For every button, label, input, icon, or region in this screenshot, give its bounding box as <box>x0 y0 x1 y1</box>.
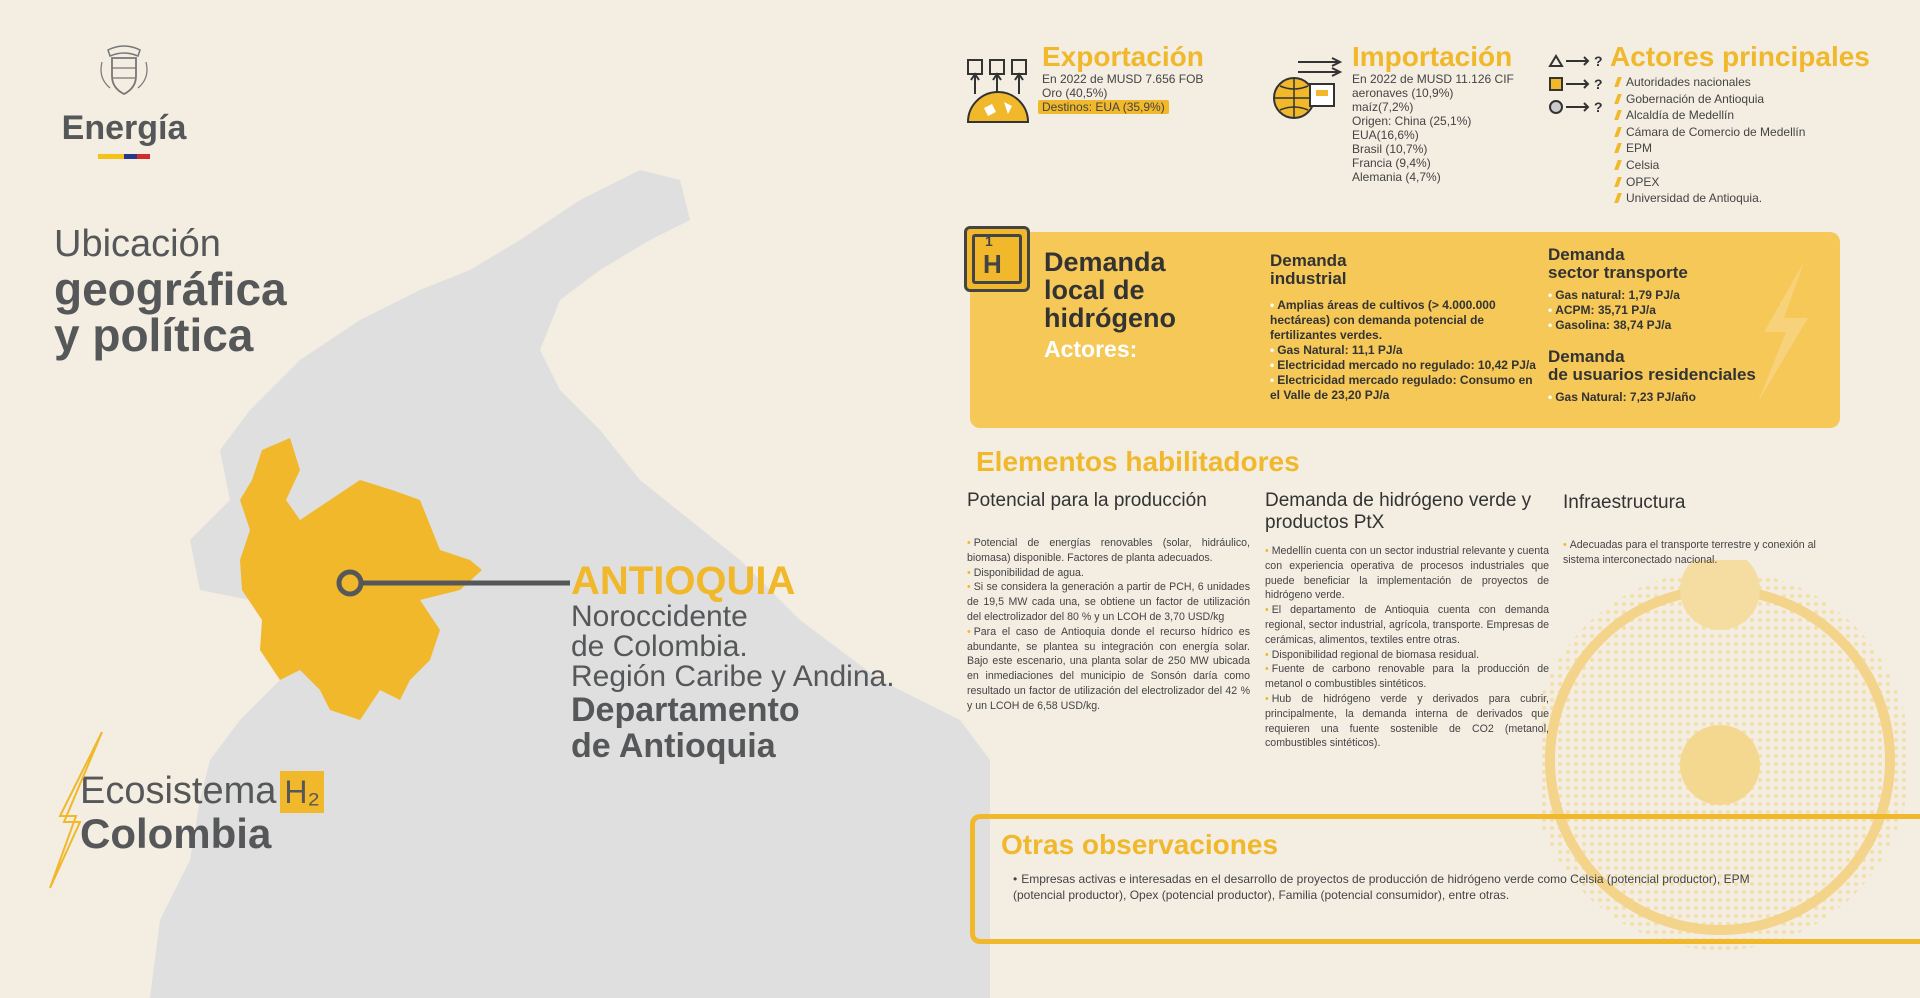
actors-shapes-icon <box>1546 52 1610 116</box>
demand-title <box>1044 248 1176 364</box>
import-line: Francia (9,4%) <box>1352 156 1431 170</box>
residential-demand <box>1548 348 1808 405</box>
region-line-1: Noroccidente <box>571 600 748 633</box>
transport-demand <box>1548 246 1808 333</box>
list-item: Celsia <box>1614 157 1914 174</box>
svg-text:?: ? <box>1594 76 1603 92</box>
enablers-title: Elementos habilitadores <box>976 446 1300 477</box>
industrial-demand-title: industrial <box>1270 269 1347 288</box>
title-line-2: geográfica <box>54 263 287 315</box>
residential-demand-title: Demanda <box>1548 347 1625 366</box>
actors-list <box>1614 74 1914 207</box>
list-item: Cámara de Comercio de Medellín <box>1614 124 1914 141</box>
section-title <box>54 222 287 361</box>
region-name: ANTIOQUIA <box>571 559 796 603</box>
demand-title-line: Demanda <box>1044 247 1166 277</box>
column-title: Potencial para la producción <box>967 490 1207 511</box>
list-item: • Disponibilidad regional de biomasa residual. <box>1265 648 1480 661</box>
h2-badge: H₂ <box>280 771 324 813</box>
title-line-3: y política <box>54 309 254 361</box>
list-item: Gobernación de Antioquia <box>1614 91 1914 108</box>
coat-of-arms-icon <box>98 42 150 98</box>
import-line: maíz(7,2%) <box>1352 100 1414 114</box>
colombia-flag-stripe <box>98 154 150 159</box>
brand-logo <box>54 42 194 159</box>
industrial-demand-title: Demanda <box>1270 251 1347 270</box>
svg-text:?: ? <box>1594 99 1603 115</box>
list-item: • Electricidad mercado no regulado: 10,42 PJ/a <box>1270 358 1536 372</box>
actors-title: Actores principales <box>1610 41 1870 72</box>
export-icon <box>964 58 1034 128</box>
ecosystem-h2-logo <box>46 770 324 855</box>
list-item: • Gas Natural: 7,23 PJ/año <box>1548 390 1696 404</box>
list-item: Universidad de Antioquia. <box>1614 190 1914 207</box>
department-line-1: Departamento <box>571 691 800 729</box>
list-item: • Potencial de energías renovables (solar, hidráulico, biomasa) disponible. Factores de planta adecuados. <box>967 537 1250 564</box>
import-title: Importación <box>1352 41 1513 72</box>
demand-title-line: hidrógeno <box>1044 303 1176 333</box>
list-item: Alcaldía de Medellín <box>1614 107 1914 124</box>
brand-name: Energía <box>61 109 187 147</box>
list-item: • Disponibilidad de agua. <box>967 566 1084 579</box>
demand-title-line: local de <box>1044 275 1145 305</box>
list-item: • Adecuadas para el transporte terrestre y conexión al sistema interconectado nacional. <box>1563 539 1816 566</box>
list-item: • Electricidad mercado regulado: Consumo en el Valle de 23,20 PJ/a <box>1270 373 1533 402</box>
column-title: Demanda de hidrógeno verde y productos PtX <box>1265 490 1532 533</box>
region-line-3: Región Caribe y Andina. <box>571 660 895 693</box>
list-item: • Gasolina: 38,74 PJ/a <box>1548 318 1672 332</box>
list-item: • Fuente de carbono renovable para la producción de metanol o combustibles sintéticos. <box>1265 663 1549 691</box>
region-info <box>571 560 895 764</box>
list-item: • Medellín cuenta con un sector industrial relevante y cuenta con experiencia operativa de procesos industriales que puede beneficiar la implementación de proyectos de hidrógeno verde. <box>1265 545 1549 602</box>
observations-text: • Empresas activas e interesadas en el desarrollo de proyectos de producción de hidrógeno verde como Celsia (potencial productor), EPM (potencial productor), Opex (potencial productor), Familia (potencial consumidor), entre otras. <box>1013 872 1750 902</box>
transport-demand-title: Demanda <box>1548 245 1625 264</box>
import-line: aeronaves (10,9%) <box>1352 86 1454 100</box>
antioquia-pointer-dot <box>339 572 361 594</box>
globe-import-icon <box>1270 56 1346 126</box>
import-line: Brasil (10,7%) <box>1352 142 1428 156</box>
ecosystem-country: Colombia <box>80 810 272 857</box>
list-item: • Si se considera la generación a partir de PCH, 6 unidades de 19,5 MW cada una, se obtiene un factor de utilización del electrolizador del 80 % y un LCOH de 3,70 USD/kg <box>967 581 1250 623</box>
export-line: En 2022 de MUSD 7.656 FOB <box>1042 72 1204 86</box>
export-destinations-badge: Destinos: EUA (35,9%) <box>1038 100 1169 114</box>
enablers-production-column <box>967 490 1250 714</box>
region-line-2: de Colombia. <box>571 630 748 663</box>
hydrogen-number: 1 <box>985 233 993 249</box>
import-line: EUA(16,6%) <box>1352 128 1419 142</box>
industrial-demand <box>1270 252 1540 403</box>
transport-demand-title: sector transporte <box>1548 263 1688 282</box>
import-line: Origen: China (25,1%) <box>1352 114 1472 128</box>
column-title: Infraestructura <box>1563 492 1686 513</box>
hydrogen-letter: H <box>983 249 1002 279</box>
list-item: • Hub de hidrógeno verde y derivados para cubrir, principalmente, la demanda interna de derivados que requieren una fuente sostenible de CO2 (metanol, combustibles sintéticos). <box>1265 692 1549 750</box>
demand-actors-label: Actores: <box>1044 336 1138 362</box>
import-line: En 2022 de MUSD 11.126 CIF <box>1352 72 1514 86</box>
import-line: Alemania (4,7%) <box>1352 170 1441 184</box>
list-item: • Gas natural: 1,79 PJ/a <box>1548 288 1680 302</box>
list-item: EPM <box>1614 140 1914 157</box>
list-item: • Gas Natural: 11,1 PJ/a <box>1270 343 1403 357</box>
enablers-demand-column <box>1265 490 1549 751</box>
list-item: • Para el caso de Antioquia donde el recurso hídrico es abundante, se plantea su integración con energía solar. Bajo este escenario, una planta solar de 250 MW ubicada en inmediaciones del municipio de Sonsón daría como resultado un factor de utilización del electrolizador del 42 % y un LCOH de 6,58 USD/kg. <box>967 625 1250 712</box>
export-title: Exportación <box>1042 41 1204 72</box>
observations-title: Otras observaciones <box>1001 829 1279 860</box>
hydrogen-element-icon <box>964 226 1030 292</box>
svg-text:?: ? <box>1594 53 1603 69</box>
list-item: Autoridades nacionales <box>1614 74 1914 91</box>
ecosystem-word: Ecosistema <box>80 770 277 812</box>
list-item: • Amplias áreas de cultivos (> 4.000.000 hectáreas) con demanda potencial de fertilizantes verdes. <box>1270 298 1496 342</box>
residential-demand-title: de usuarios residenciales <box>1548 365 1756 384</box>
export-line: Oro (40,5%) <box>1042 86 1108 100</box>
list-item: • El departamento de Antioquia cuenta con demanda regional, sector industrial, agrícola, transporte. Empresas de cerámicas, alimentos, textiles entre otras. <box>1265 604 1549 646</box>
department-line-2: de Antioquia <box>571 727 776 765</box>
other-observations-panel <box>970 814 1920 944</box>
title-line-1: Ubicación <box>54 223 221 265</box>
enablers-infrastructure-column <box>1563 492 1835 568</box>
lightning-bolt-icon <box>46 730 106 890</box>
list-item: OPEX <box>1614 174 1914 191</box>
list-item: • ACPM: 35,71 PJ/a <box>1548 303 1656 317</box>
